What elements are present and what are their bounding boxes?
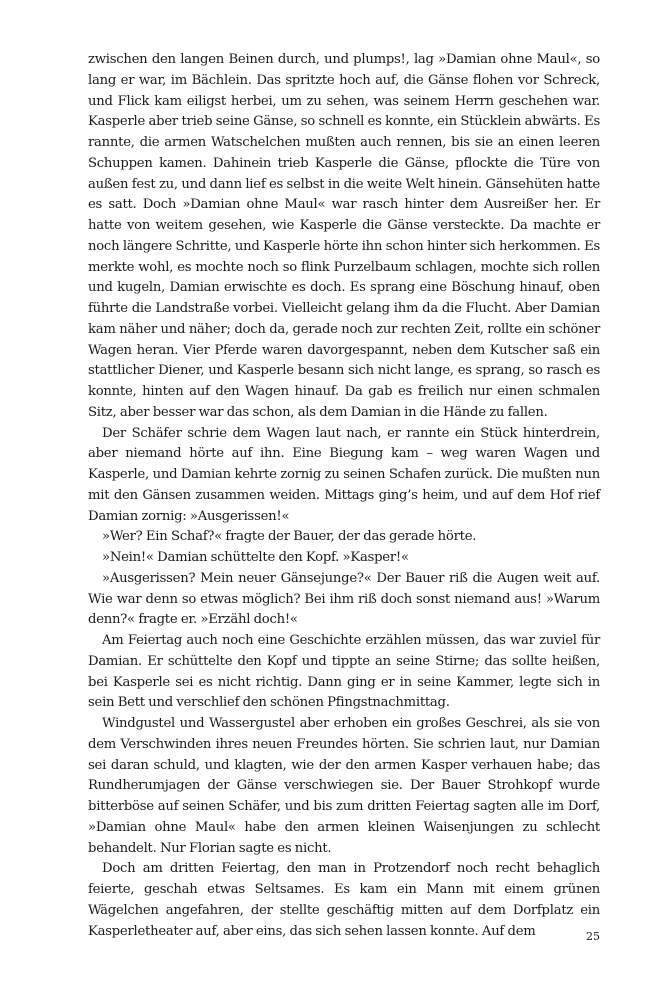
paragraph-1: zwischen den langen Beinen durch, und plumps!, lag »Damian ohne Maul«, so lang er war, im Bächlein. Das spritzte hoch auf, die Gänse flohen vor Schreck, und Flick kam eiligst herbei, um zu sehen, was seinem Herrn geschehen war. Kasperle aber trieb seine Gänse, so schnell es konnte, ein Stücklein abwärts. Es rannte, die armen Watschelchen mußten auch rennen, bis sie an einen leeren Schuppen kamen. Dahinein trieb Kasperle die Gänse, pflockte die Türe von außen fest zu, und dann lief es selbst in die weite Welt hinein. Gänsehüten hatte es satt. Doch »Damian ohne Maul« war rasch hinter dem Ausreißer her. Er hatte von weitem gesehen, wie Kasperle die Gänse versteckte. Da machte er noch längere Schritte, und Kasperle hörte ihn schon hinter sich herkommen. Es merkte wohl, es mochte noch so flink Purzelbaum schlagen, mochte sich rollen und kugeln, Damian erwischte es doch. Es sprang eine Böschung hinauf, oben führte die Landstraße vorbei. Vielleicht gelang ihm da die Flucht. Aber Damian kam näher und näher; doch da, gerade noch zur rechten Zeit, rollte ein schöner Wagen heran. Vier Pferde waren davorgespannt, neben dem Kutscher saß ein stattlicher Diener, und Kasperle besann sich nicht lange, es sprang, so rasch es konnte, hinten auf den Wagen hinauf. Da gab es freilich nur einen schmalen Sitz, aber besser war das schon, als dem Damian in die Hände zu fallen.: [88, 52, 600, 420]
paragraph-3: »Wer? Ein Schaf?« fragte der Bauer, der das gerade hörte.: [102, 529, 477, 545]
paragraph-5: »Ausgerissen? Mein neuer Gänsejunge?« Der Bauer riß die Augen weit auf. Wie war denn so etwas möglich? Bei ihm riß doch sonst niemand aus! »Warum denn?« fragte er. »Erzähl doch!«: [88, 570, 600, 628]
paragraph-7: Windgustel und Wassergustel aber erhoben ein großes Geschrei, als sie von dem Verschwinden ihres neuen Freundes hörten. Sie schrien laut, nur Damian sei daran schuld, und klagten, wie der den armen Kasper verhauen habe; das Rundherumjagen der Gänse verschwiegen sie. Der Bauer Strohkopf wurde bitterböse auf seinen Schäfer, und bis zum dritten Feiertag sagten alle im Dorf, »Damian ohne Maul« habe den armen kleinen Waisenjungen zu schlecht behandelt. Nur Florian sagte es nicht.: [88, 716, 600, 856]
paragraph-8: Doch am dritten Feiertag, den man in Protzendorf noch recht behaglich feierte, geschah etwas Seltsames. Es kam ein Mann mit einem grünen Wägelchen angefahren, der stellte geschäftig mitten auf dem Dorfplatz ein Kasperletheater auf, aber eins, das sich sehen lassen konnte. Auf dem: [88, 861, 600, 939]
paragraph-4: »Nein!« Damian schüttelte den Kopf. »Kasper!«: [102, 550, 409, 565]
page-number: 25: [586, 930, 600, 943]
paragraph-2: Der Schäfer schrie dem Wagen laut nach, er rannte ein Stück hinterdrein, aber niemand hörte auf ihn. Eine Biegung kam – weg waren Wagen und Kasperle, und Damian kehrte zornig zu seinen Schafen zurück. Die mußten nun mit den Gänsen zusammen weiden. Mittags ging’s heim, und auf dem Hof rief Damian zornig: »Ausgerissen!«: [88, 425, 600, 524]
body-text: [88, 50, 600, 942]
paragraph-6: Am Feiertag auch noch eine Geschichte erzählen müssen, das war zuviel für Damian. Er schüttelte den Kopf und tippte an seine Stirne; das sollte heißen, bei Kasperle sei es nicht richtig. Dann ging er in seine Kammer, legte sich in sein Bett und verschlief den schönen Pfingstnachmittag.: [88, 633, 600, 711]
